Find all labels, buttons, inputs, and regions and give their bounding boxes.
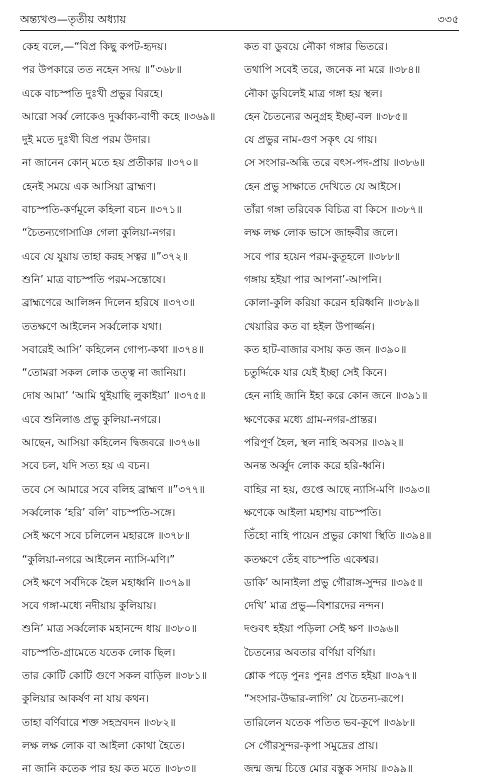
verse-line: তার কোটি কোটি গুণে সকল বাড়িল ॥৩৮১॥: [22, 670, 208, 683]
verse-line: শ্লোক পড়ে পুনঃ পুনঃ প্রণত হইয়া ॥৩৯৭॥: [244, 670, 417, 683]
verse-line: তাহা বর্ণিবারে শক্ত সহস্রবদন ॥৩৮২॥: [22, 716, 176, 729]
verse-line: হেন চৈতন্যের অনুগ্রহ ইচ্ছা-বল ॥৩৮৫॥: [244, 110, 408, 123]
verse-line: আরো সর্ব্ব লোকেও দুর্ব্বাক্য-বাণী কহে ॥৩৬৯॥: [22, 110, 216, 123]
verse-line: সে সংসার-অব্ধি তরে বৎস-পদ-প্রায় ॥৩৮৬॥: [244, 157, 426, 170]
verse-line: সেই ক্ষণে সর্বদিকে হৈল মহাধ্বনি ॥৩৭৯॥: [22, 576, 191, 589]
verse-line: অনন্ত অর্ব্বুদ লোক করে হরি-ধ্বনি।: [244, 460, 385, 473]
verse-line: সবারেই আসি’ কহিলেন গোপ্য-কথা ॥৩৭৪॥: [22, 343, 205, 356]
verse-line: ততক্ষণে আইলেন সর্ব্বলোক যথা।: [22, 320, 162, 333]
verse-line: বাচস্পতি-কর্ণমূলে কহিলা বচন ॥৩৭১॥: [22, 204, 182, 217]
verse-line: এবে শুনিলাঙ প্রভু কুলিয়া-নগরে।: [22, 413, 161, 426]
left-column: [22, 36, 244, 782]
verse-line: “চৈতন্যগোসাঞি গেলা কুলিয়া-নগর।: [22, 227, 176, 240]
verse-line: জন্ম জন্ম চিত্তে মোর বস্তুক সদায় ॥৩৯৯॥: [244, 763, 413, 776]
verse-line: লক্ষ লক্ষ লোক ভাসে জাহ্নবীর জলে।: [244, 227, 398, 240]
verse-line: হেন প্রভু সাক্ষাতে দেখিতে যে আইসে।: [244, 180, 401, 193]
right-column: [244, 36, 466, 782]
verse-line: হেন নাহি জানি ইহা করে কোন জনে ॥৩৯১॥: [244, 390, 428, 403]
verse-line: কোলা-কুলি করিয়া করেন হরিধ্বনি ॥৩৮৯॥: [244, 297, 420, 310]
verse-line: লক্ষ লক্ষ লোক বা আইলা কোথা হৈতে।: [22, 739, 185, 752]
verse-line: তারিলেন যতেক পতিত ভব-কূপে ॥৩৯৮॥: [244, 716, 416, 729]
page-number: ৩৩৫: [437, 13, 459, 26]
verse-line: বাচস্পতি-গ্রামেতে যতেক লোক ছিল।: [22, 646, 176, 659]
verse-line: খেয়ারির কত বা হইল উপার্জ্জন।: [244, 320, 375, 333]
verse-line: না জানি কতেক পার হয় কত মতে ॥৩৮৩॥: [22, 763, 197, 776]
verse-line: বাহির না হয়, গুপ্তে আছে ন্যাসি-মণি ॥৩৯৩॥: [244, 483, 431, 496]
verse-line: কত বা ডুবয়ে নৌকা গঙ্গার ভিতরে।: [244, 41, 388, 53]
verse-line: সবে পার হয়েন পরম-কুতূহলে ॥৩৮৮॥: [244, 250, 401, 263]
verse-line: তবে সে আমারে সবে বলিহ ব্রাহ্মণ ॥”৩৭৭॥: [22, 483, 205, 496]
header-rule: [20, 30, 459, 31]
verse-line: দুই মতে দুঃখী বিপ্র পরম উদার।: [22, 134, 151, 147]
verse-line: আছেন, আসিয়া কহিলেন দ্বিজবরে ॥৩৭৬॥: [22, 437, 201, 450]
verse-line: কুলিয়ার আকর্ষণ না যায় কথন।: [22, 693, 150, 706]
verse-line: হেনই সময়ে এক আসিয়া ব্রাহ্মণ।: [22, 180, 156, 193]
verse-line: চতুর্দ্দিকে যার যেই ইচ্ছা সেই কিনে।: [244, 367, 387, 380]
verse-line: তথাপি সবেই তরে, জনেক না মরে ॥৩৮৪॥: [244, 64, 421, 77]
verse-line: “সংসার-উদ্ধার-লাগি’ যে চৈতন্য-রূপে।: [244, 693, 404, 706]
verse-line: শুনি’ মাত্র সর্ব্বলোক মহানন্দে ধায় ॥৩৮০॥: [22, 623, 197, 636]
verse-line: সেই ক্ষণে সবে চলিলেন মহারঙ্গে ॥৩৭৮॥: [22, 530, 190, 543]
verse-line: পর উপকারে তত নহেন সদয় ॥”৩৬৮॥: [22, 64, 182, 77]
verse-line: চৈতন্যের অবতার বর্ণিয়া বর্ণিয়া।: [244, 646, 376, 659]
verse-line: দেখি’ মাত্র প্রভু—বিশারদের নন্দন।: [244, 600, 384, 613]
verse-line: তিঁহো নাহি পায়েন প্রভুর কোথা স্থিতি ॥৩৯৪॥: [244, 530, 432, 543]
verse-line: ডাকি’ আনাইলা প্রভু গৌরাঙ্গ-সুন্দর ॥৩৯৫॥: [244, 576, 423, 589]
verse-line: শুনি’ মাত্র বাচস্পতি পরম-সন্তোষে।: [22, 273, 166, 286]
running-title: অন্ত্যখণ্ড—তৃতীয় অধ্যায়: [20, 13, 127, 26]
verse-line: কতক্ষণে তেঁহ বাচস্পতি একেশ্বর।: [244, 553, 379, 566]
verse-line: একে বাচস্পতি দুঃখী প্রভুর বিরহে।: [22, 87, 163, 100]
verse-line: সর্ব্বলোক ‘হরি’ বলি’ বাচস্পতি-সঙ্গে।: [22, 506, 176, 519]
verse-line: সে গৌরসুন্দর-কৃপা সমুদ্রের প্রায়।: [244, 739, 379, 752]
verse-line: না জানেন কোন্ মতে হয় প্রতীকার ॥৩৭০॥: [22, 157, 199, 170]
verse-line: দণ্ডবৎ হইয়া পড়িলা সেই ক্ষণ ॥৩৯৬॥: [244, 623, 400, 636]
verse-line: সবে গঙ্গা-মধ্যে নদীয়ায় কুলিয়ায়।: [22, 600, 157, 613]
verse-line: যে প্রভুর নাম-গুণ সকৃৎ যে গায়।: [244, 134, 378, 147]
verse-line: ক্ষণেকের মধ্যে গ্রাম-নগর-প্রান্তর।: [244, 413, 377, 426]
verse-line: ব্রাহ্মণেরে আলিঙ্গন দিলেন হরিষে ॥৩৭৩॥: [22, 297, 195, 310]
verse-line: পরিপূর্ণ হৈল, স্থল নাহি অবসর ॥৩৯২॥: [244, 437, 404, 450]
running-head: [20, 12, 459, 28]
verse-line: নৌকা ডুবিলেই মাত্র গঙ্গা হয় স্থল।: [244, 87, 383, 100]
verse-line: কত হাট-বাজার বসায় কত জন ॥৩৯০॥: [244, 343, 407, 356]
verse-line: গঙ্গায় হইয়া পার আপনা’-আপনি।: [244, 273, 382, 286]
verse-line: কেহ বলে,—“বিপ্র কিছু কপট-হৃদয়।: [22, 41, 167, 53]
verse-line: তাঁরা গঙ্গা তরিবেক বিচিত্র বা কিসে ॥৩৮৭॥: [244, 204, 423, 217]
verse-line: “তোমরা সকল লোক তত্ত্ব না জানিয়া।: [22, 367, 186, 380]
verse-line: ক্ষণেকে আইলা মহাশয় বাচস্পতি।: [244, 506, 382, 519]
verse-line: “কুলিয়া-নগরে আইলেন ন্যাসি-মণি।”: [22, 553, 175, 566]
verse-line: দোষ আমা’ ‘আমি থুইয়াছি লুকাইয়া’ ॥৩৭৫॥: [22, 390, 206, 403]
verse-line: সবে চল, যদি সত্য হয় এ বচন।: [22, 460, 150, 473]
verse-line: এবে যে যুয়ায় তাহা করহ সত্বর ॥”৩৭২॥: [22, 250, 188, 263]
